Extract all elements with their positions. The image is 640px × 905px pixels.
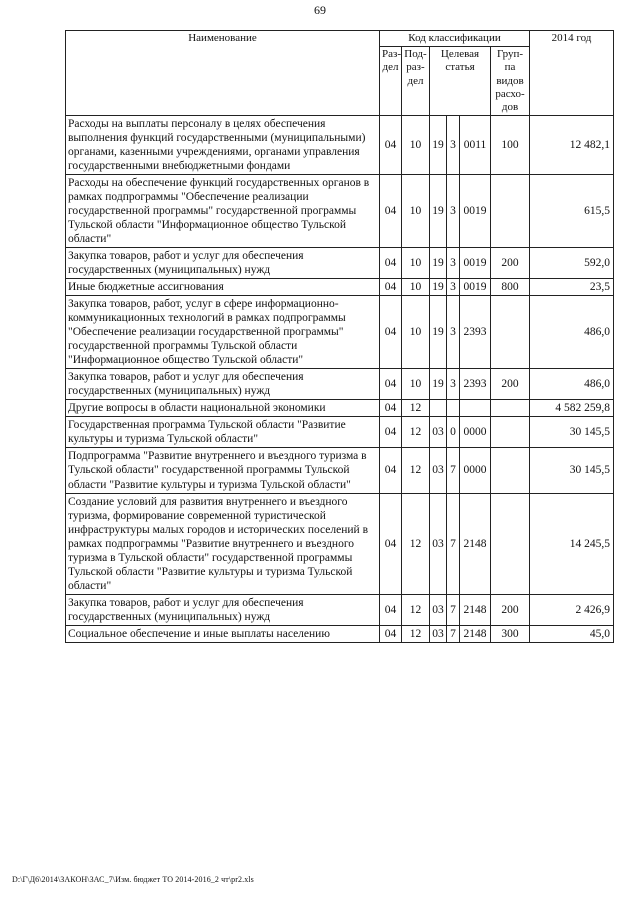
target-part1-cell: 19	[430, 175, 447, 248]
target-part2-cell: 3	[447, 279, 460, 296]
table-row	[66, 448, 614, 493]
target-part1-cell	[430, 400, 447, 417]
razdel-cell: 04	[380, 625, 402, 642]
podrazdel-cell: 10	[402, 296, 430, 369]
target-part1-cell: 19	[430, 116, 447, 175]
target-part3-cell: 2148	[460, 594, 491, 625]
row-name: Социальное обеспечение и иные выплаты населению	[66, 625, 380, 642]
table-row	[66, 248, 614, 279]
expense-group-cell: 200	[491, 248, 530, 279]
podrazdel-cell: 10	[402, 248, 430, 279]
target-part2-cell: 3	[447, 296, 460, 369]
table-row	[66, 369, 614, 400]
podrazdel-cell: 10	[402, 175, 430, 248]
target-part1-cell: 19	[430, 248, 447, 279]
header-code-group: Код классификации	[380, 31, 530, 47]
row-name: Государственная программа Тульской области "Развитие культуры и туризма Тульской области"	[66, 417, 380, 448]
razdel-cell: 04	[380, 175, 402, 248]
target-part3-cell: 0000	[460, 448, 491, 493]
header-razdel: Раз-дел	[380, 47, 402, 116]
table-row	[66, 175, 614, 248]
expense-group-cell: 800	[491, 279, 530, 296]
table-row	[66, 594, 614, 625]
amount-cell: 23,5	[530, 279, 614, 296]
file-path-footer: D:\Г\Д6\2014\ЗАКОН\ЗАС_7\Изм. бюджет ТО 2014-2016_2 чт\pr2.xls	[12, 875, 254, 884]
target-part3-cell: 2393	[460, 369, 491, 400]
table-row	[66, 279, 614, 296]
podrazdel-cell: 12	[402, 417, 430, 448]
expense-group-cell	[491, 400, 530, 417]
header-name: Наименование	[66, 31, 380, 116]
expense-group-cell: 200	[491, 594, 530, 625]
target-part3-cell: 0000	[460, 417, 491, 448]
target-part2-cell: 3	[447, 248, 460, 279]
target-part2-cell: 7	[447, 493, 460, 594]
expense-group-cell: 300	[491, 625, 530, 642]
amount-cell: 486,0	[530, 369, 614, 400]
podrazdel-cell: 10	[402, 116, 430, 175]
target-part2-cell: 7	[447, 448, 460, 493]
target-part1-cell: 19	[430, 369, 447, 400]
target-part3-cell: 2148	[460, 625, 491, 642]
row-name: Создание условий для развития внутреннего и въездного туризма, формирование современной туристической инфраструктуры малых городов и исторических поселений в рамках подпрограммы "Развитие внутреннего и въездного туризма в Тульской области" государственной программы Тульской области "Развитие культуры и туризма Тульской области"	[66, 493, 380, 594]
amount-cell: 615,5	[530, 175, 614, 248]
razdel-cell: 04	[380, 369, 402, 400]
razdel-cell: 04	[380, 279, 402, 296]
expense-group-cell: 200	[491, 369, 530, 400]
table-body	[66, 116, 614, 643]
table-row	[66, 400, 614, 417]
table-row	[66, 417, 614, 448]
razdel-cell: 04	[380, 400, 402, 417]
podrazdel-cell: 12	[402, 493, 430, 594]
target-part1-cell: 03	[430, 417, 447, 448]
header-expense-group: Груп-па видов расхо-дов	[491, 47, 530, 116]
header-year: 2014 год	[530, 31, 614, 116]
podrazdel-cell: 12	[402, 400, 430, 417]
amount-cell: 486,0	[530, 296, 614, 369]
amount-cell: 2 426,9	[530, 594, 614, 625]
target-part1-cell: 03	[430, 594, 447, 625]
target-part1-cell: 19	[430, 279, 447, 296]
target-part3-cell: 2148	[460, 493, 491, 594]
podrazdel-cell: 10	[402, 369, 430, 400]
razdel-cell: 04	[380, 417, 402, 448]
row-name: Подпрограмма "Развитие внутреннего и въездного туризма в Тульской области" государственной программы Тульской области "Развитие культуры и туризма Тульской области"	[66, 448, 380, 493]
target-part3-cell: 0019	[460, 175, 491, 248]
amount-cell: 30 145,5	[530, 417, 614, 448]
expense-group-cell: 100	[491, 116, 530, 175]
razdel-cell: 04	[380, 116, 402, 175]
target-part3-cell	[460, 400, 491, 417]
row-name: Расходы на выплаты персоналу в целях обеспечения выполнения функций государственными (муниципальными) органами, казенными учреждениями, органами управления государственными внебюджетными фондами	[66, 116, 380, 175]
razdel-cell: 04	[380, 448, 402, 493]
podrazdel-cell: 10	[402, 279, 430, 296]
expense-group-cell	[491, 417, 530, 448]
row-name: Закупка товаров, работ и услуг для обеспечения государственных (муниципальных) нужд	[66, 369, 380, 400]
target-part2-cell: 3	[447, 175, 460, 248]
amount-cell: 592,0	[530, 248, 614, 279]
table-row	[66, 296, 614, 369]
budget-table	[65, 30, 614, 643]
target-part3-cell: 2393	[460, 296, 491, 369]
amount-cell: 30 145,5	[530, 448, 614, 493]
target-part1-cell: 03	[430, 625, 447, 642]
razdel-cell: 04	[380, 493, 402, 594]
table-row	[66, 493, 614, 594]
expense-group-cell	[491, 448, 530, 493]
table-row	[66, 116, 614, 175]
razdel-cell: 04	[380, 296, 402, 369]
podrazdel-cell: 12	[402, 594, 430, 625]
target-part1-cell: 19	[430, 296, 447, 369]
target-part2-cell: 7	[447, 625, 460, 642]
target-part2-cell: 0	[447, 417, 460, 448]
target-part2-cell: 3	[447, 116, 460, 175]
amount-cell: 4 582 259,8	[530, 400, 614, 417]
header-podrazdel: Под-раз-дел	[402, 47, 430, 116]
row-name: Иные бюджетные ассигнования	[66, 279, 380, 296]
amount-cell: 12 482,1	[530, 116, 614, 175]
table-row	[66, 625, 614, 642]
target-part3-cell: 0019	[460, 279, 491, 296]
row-name: Другие вопросы в области национальной экономики	[66, 400, 380, 417]
amount-cell: 45,0	[530, 625, 614, 642]
target-part2-cell	[447, 400, 460, 417]
row-name: Закупка товаров, работ и услуг для обеспечения государственных (муниципальных) нужд	[66, 248, 380, 279]
target-part3-cell: 0011	[460, 116, 491, 175]
amount-cell: 14 245,5	[530, 493, 614, 594]
podrazdel-cell: 12	[402, 625, 430, 642]
row-name: Закупка товаров, работ и услуг для обеспечения государственных (муниципальных) нужд	[66, 594, 380, 625]
target-part3-cell: 0019	[460, 248, 491, 279]
expense-group-cell	[491, 296, 530, 369]
podrazdel-cell: 12	[402, 448, 430, 493]
razdel-cell: 04	[380, 594, 402, 625]
razdel-cell: 04	[380, 248, 402, 279]
expense-group-cell	[491, 175, 530, 248]
target-part1-cell: 03	[430, 448, 447, 493]
table-header	[66, 31, 614, 116]
target-part1-cell: 03	[430, 493, 447, 594]
expense-group-cell	[491, 493, 530, 594]
header-target-article: Целевая статья	[430, 47, 491, 116]
row-name: Закупка товаров, работ, услуг в сфере информационно-коммуникационных технологий в рамках подпрограммы "Обеспечение реализации государственной программы" государственной программы Тульской области "Информационное общество Тульской области"	[66, 296, 380, 369]
target-part2-cell: 3	[447, 369, 460, 400]
page-number: 69	[314, 3, 326, 17]
row-name: Расходы на обеспечение функций государственных органов в рамках подпрограммы "Обеспечение реализации государственной программы" государственной программы Тульской области "Информационное общество Тульской области"	[66, 175, 380, 248]
target-part2-cell: 7	[447, 594, 460, 625]
